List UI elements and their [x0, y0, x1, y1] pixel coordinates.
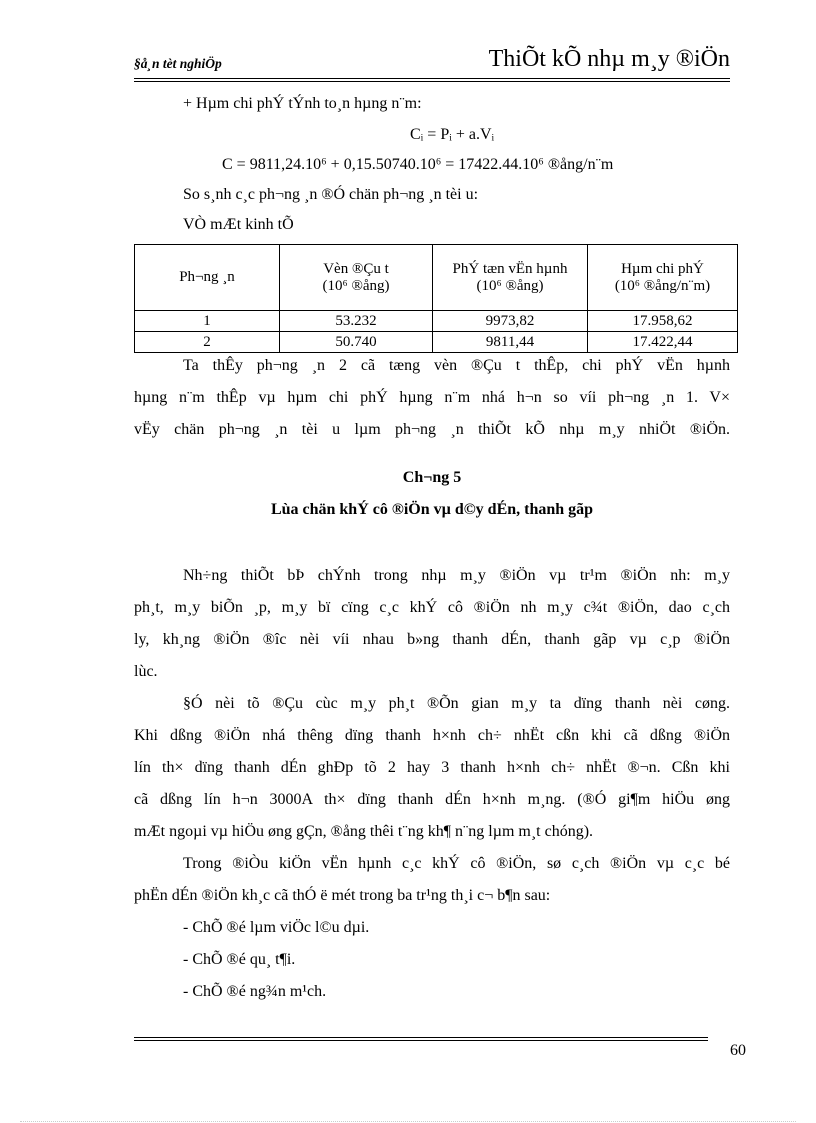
table-row: [135, 311, 738, 332]
header-left-label: §å¸n tèt nghiÖp: [134, 56, 222, 71]
table-row: [135, 332, 738, 353]
text-line: Trong ®iÒu kiÖn vËn hµnh c¸c khÝ cô ®iÖn, sø c¸ch ®iÖn vµ c¸c bé: [183, 855, 730, 872]
text-line: ly, kh¸ng ®iÖn ®îc nèi víi nhau b»ng thanh dÉn, thanh gãp vµ c¸p ®iÖn: [134, 631, 730, 648]
text-line: phËn dÉn ®iÖn kh¸c cã thÓ ë mét trong ba tr¹ng th¸i c¬ b¶n sau:: [134, 887, 551, 904]
list-item: - ChÕ ®é qu¸ t¶i.: [183, 951, 296, 968]
text-line: Khi dßng ®iÖn nhá thêng dïng thanh h×nh ch÷ nhËt cßn khi cã dßng ®iÖn: [134, 727, 730, 744]
cell-option: 1: [135, 311, 280, 332]
page-edge: [20, 1121, 796, 1122]
footer-rule: [134, 1037, 708, 1038]
cell-option: 2: [135, 332, 280, 353]
text-line: vËy chän ph¬ng ¸n tèi u lµm ph¬ng ¸n thiÕt kÕ nhµ m¸y nhiÖt ®iÖn.: [134, 421, 730, 438]
header-rule: [134, 78, 730, 79]
text-line: mÆt ngoµi vµ hiÖu øng gÇn, ®ång thêi t¨ng kh¶ n¨ng lµm m¸t chóng).: [134, 823, 594, 840]
formula-general: Cᵢ = Pᵢ + a.Vᵢ: [410, 126, 495, 143]
header-option: Ph¬ng ¸n: [135, 245, 280, 311]
chapter-number: Ch¬ng 5: [402, 469, 462, 486]
footer-rule-2: [134, 1040, 708, 1041]
comparison-table: [134, 244, 738, 353]
compare-intro: So s¸nh c¸c ph¬ng ¸n ®Ó chän ph¬ng ¸n tèi u:: [183, 186, 479, 203]
text-line: Nh÷ng thiÕt bÞ chÝnh trong nhµ m¸y ®iÖn vµ tr¹m ®iÖn nh: m¸y: [183, 567, 730, 584]
list-item: - ChÕ ®é ng¾n m¹ch.: [183, 983, 327, 1000]
page-number: 60: [730, 1042, 746, 1059]
cell-investment: 53.232: [280, 311, 433, 332]
cell-operating: 9811,44: [433, 332, 588, 353]
cell-operating: 9973,82: [433, 311, 588, 332]
chapter-title: Lùa chän khÝ cô ®iÖn vµ d©y dÉn, thanh gãp: [270, 501, 594, 518]
text-line: lín th× dïng thanh dÉn ghÐp tõ 2 hay 3 thanh h×nh ch÷ nhËt ®¬n. Cßn khi: [134, 759, 730, 776]
formula-value: C = 9811,24.10⁶ + 0,15.50740.10⁶ = 17422.44.10⁶ ®ång/n¨m: [222, 156, 614, 173]
cost-intro: + Hµm chi phÝ tÝnh to¸n hµng n¨m:: [183, 95, 422, 112]
cell-cost: 17.422,44: [588, 332, 738, 353]
cell-investment: 50.740: [280, 332, 433, 353]
text-line: hµng n¨m thÊp vµ hµm chi phÝ hµng n¨m nhá h¬n so víi ph¬ng ¸n 1. V×: [134, 389, 730, 406]
list-item: - ChÕ ®é lµm viÖc l©u dµi.: [183, 919, 370, 936]
text-line: cã dßng lín h¬n 3000A th× dïng thanh dÉn h×nh m¸ng. (®Ó gi¶m hiÖu øng: [134, 791, 730, 808]
header-investment: Vèn ®Çu t (10⁶ ®ång): [280, 245, 433, 311]
economic-label: VÒ mÆt kinh tÕ: [183, 216, 294, 233]
text-line: Ta thÊy ph¬ng ¸n 2 cã tæng vèn ®Çu t thÊp, chi phÝ vËn hµnh: [183, 357, 730, 374]
header-rule-2: [134, 81, 730, 82]
text-line: §Ó nèi tõ ®Çu cùc m¸y ph¸t ®Õn gian m¸y ta dïng thanh nèi cøng.: [183, 695, 730, 712]
header-operating: PhÝ tæn vËn hµnh (10⁶ ®ång): [433, 245, 588, 311]
table-header-row: [135, 245, 738, 311]
header-cost: Hµm chi phÝ (10⁶ ®ång/n¨m): [588, 245, 738, 311]
cell-cost: 17.958,62: [588, 311, 738, 332]
text-line: lùc.: [134, 663, 158, 680]
text-line: ph¸t, m¸y biÕn ¸p, m¸y bï cïng c¸c khÝ cô ®iÖn nh m¸y c¾t ®iÖn, dao c¸ch: [134, 599, 730, 616]
header-right-title: ThiÕt kÕ nhµ m¸y ®iÖn: [488, 46, 730, 72]
